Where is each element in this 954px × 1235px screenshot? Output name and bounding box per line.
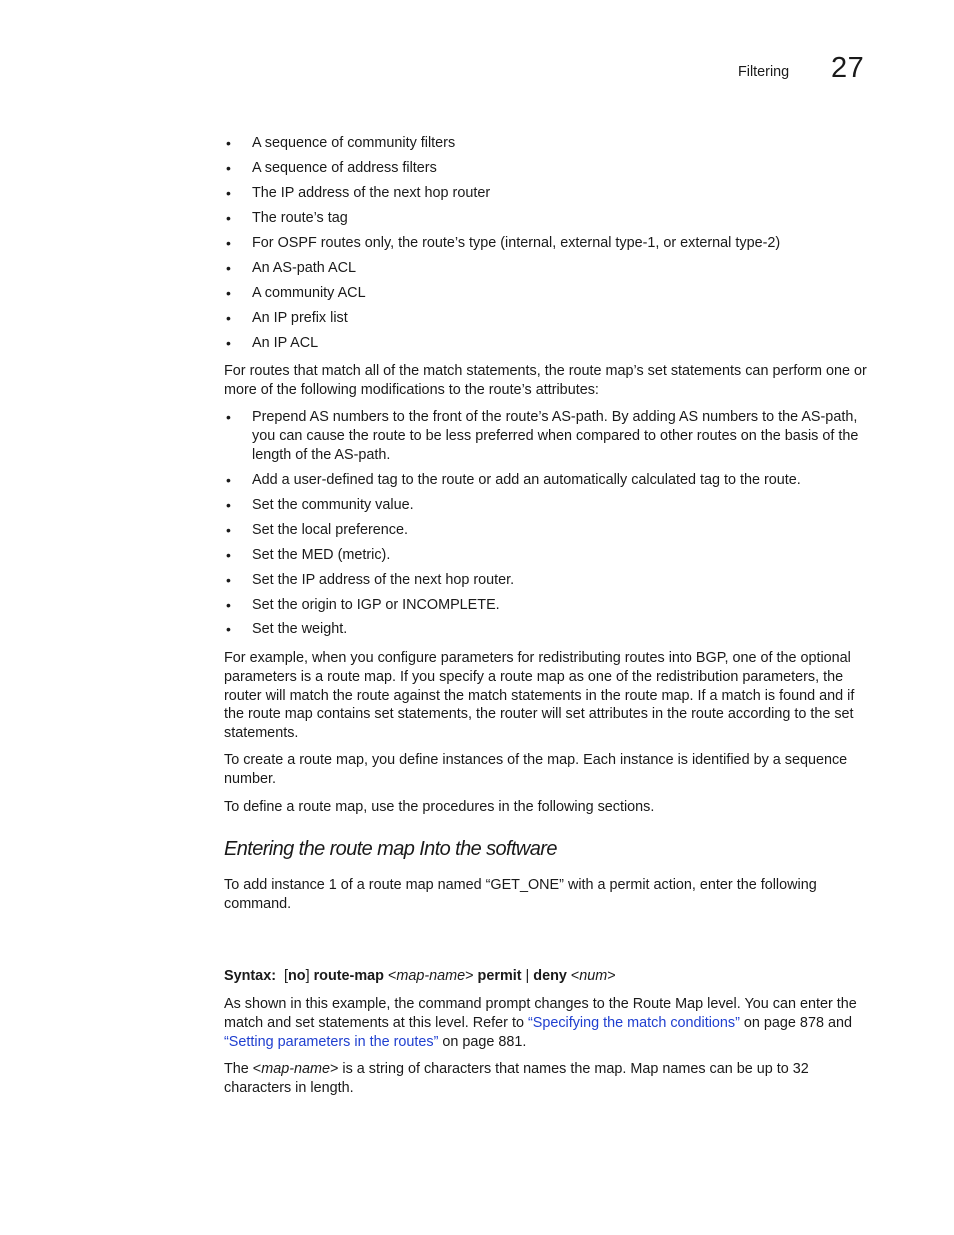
set-parameters-link[interactable]: “Setting parameters in the routes” xyxy=(224,1033,439,1050)
bullet-icon: • xyxy=(226,597,231,613)
syntax-deny-keyword: deny xyxy=(533,968,567,984)
syntax-map-name-param: map-name xyxy=(396,968,466,984)
syntax-permit-keyword: permit xyxy=(477,968,522,984)
bullet-icon: • xyxy=(226,522,231,538)
bullet-icon: • xyxy=(226,409,231,425)
syntax-num-param: num xyxy=(579,968,608,984)
match-conditions-link[interactable]: “Specifying the match conditions” xyxy=(527,1014,740,1031)
bullet-icon: • xyxy=(226,472,231,488)
list-item: • For OSPF routes only, the route’s type (internal, external type-1, or external type-2) xyxy=(226,235,781,251)
list-item: • Set the origin to IGP or INCOMPLETE. xyxy=(226,597,500,613)
list-item: • A sequence of community filters xyxy=(226,135,456,151)
list-item: • An AS-path ACL xyxy=(226,260,357,276)
create-paragraph: To create a route map, you define instances of the map. Each instance is identified by a sequence number. xyxy=(224,752,848,787)
example-paragraph: For example, when you configure parameters for redistributing routes into BGP, one of the optional parameters is a route map. If you specify a route map as one of the redistribution parameters, the router will match the route against the match statements in the route map. If a match is found and if the route map contains set statements, the router will set attributes in the route according to the set statements. xyxy=(224,650,855,742)
list-item: • Set the MED (metric). xyxy=(226,547,391,563)
list-item: • Set the weight. xyxy=(226,621,348,637)
list-item: • An IP ACL xyxy=(226,335,319,351)
add-instance-paragraph: To add instance 1 of a route map named “GET_ONE” with a permit action, enter the following command. xyxy=(224,877,817,912)
bullet-icon: • xyxy=(226,572,231,588)
list-item: • Set the IP address of the next hop router. xyxy=(226,572,515,588)
list-item: • The route’s tag xyxy=(226,210,348,226)
list-item: • An IP prefix list xyxy=(226,310,348,326)
bullet-icon: • xyxy=(226,285,231,301)
bullet-icon: • xyxy=(226,621,231,637)
prompt-change-paragraph: As shown in this example, the command prompt changes to the Route Map level. You can enter the match and set statements at this level. Refer to “Specifying the match conditions” on page 878 and “Setting parameters in the routes” on page 881. xyxy=(224,996,857,1050)
map-name-paragraph: The <map-name> is a string of characters that names the map. Map names can be up to 32 characters in length. xyxy=(224,1061,809,1096)
section-heading: Entering the route map Into the software xyxy=(224,838,557,860)
syntax-label: Syntax: xyxy=(224,968,276,984)
chapter-number: 27 xyxy=(831,52,865,84)
list-item: • Prepend AS numbers to the front of the route’s AS-path. By adding AS numbers to the AS-path, you can cause the route to be less preferred when compared to other routes on the basis of the length of the AS-path. xyxy=(226,409,859,463)
syntax-command: route-map xyxy=(313,968,384,984)
bullet-icon: • xyxy=(226,497,231,513)
bullet-icon: • xyxy=(226,335,231,351)
bullet-icon: • xyxy=(226,185,231,201)
list-item: • Add a user-defined tag to the route or add an automatically calculated tag to the route. xyxy=(226,472,801,488)
header-section-title: Filtering xyxy=(738,64,790,80)
set-statements-intro: For routes that match all of the match statements, the route map’s set statements can perform one or more of the following modifications to the route’s attributes: xyxy=(224,363,867,398)
list-item: • Set the local preference. xyxy=(226,522,408,538)
bullet-icon: • xyxy=(226,210,231,226)
bullet-icon: • xyxy=(226,310,231,326)
bullet-icon: • xyxy=(226,547,231,563)
list-item: • A community ACL xyxy=(226,285,366,301)
bullet-icon: • xyxy=(226,235,231,251)
syntax-line: Syntax: [no] route-map <map-name> permit | deny <num> xyxy=(224,968,616,984)
syntax-no-keyword: no xyxy=(287,968,306,984)
bullet-icon: • xyxy=(226,260,231,276)
define-paragraph: To define a route map, use the procedures in the following sections. xyxy=(224,799,655,815)
bullet-icon: • xyxy=(226,135,231,151)
bullet-icon: • xyxy=(226,160,231,176)
list-item: • Set the community value. xyxy=(226,497,414,513)
list-item: • The IP address of the next hop router xyxy=(226,185,491,201)
list-item: • A sequence of address filters xyxy=(226,160,437,176)
